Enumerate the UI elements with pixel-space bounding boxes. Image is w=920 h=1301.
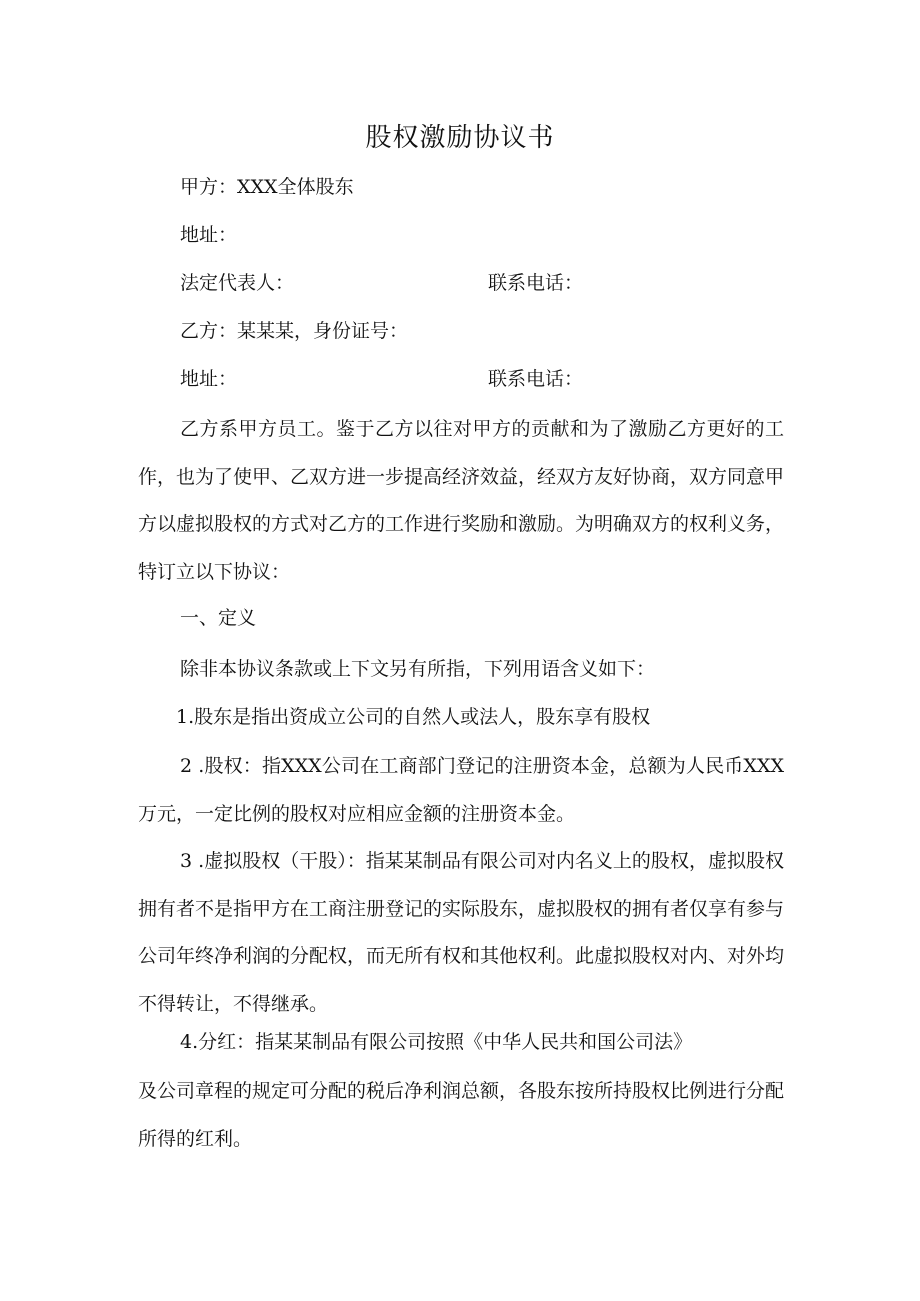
definition-item-1: 1.股东是指出资成立公司的自然人或法人，股东享有股权 <box>176 706 651 728</box>
section-1-heading: 一、定义 <box>180 607 257 629</box>
document-title: 股权激励协议书 <box>365 123 555 153</box>
party-a-line: 甲方：XXX全体股东 <box>180 176 354 198</box>
definition-item-4-first-line: 4.分红：指某某制品有限公司按照《中华人民共和国公司法》 <box>180 1031 693 1053</box>
party-a-address-label: 地址： <box>180 224 238 246</box>
section-1-intro: 除非本协议条款或上下文另有所指，下列用语含义如下： <box>180 658 656 680</box>
definition-item-2: 2 .股权：指XXX公司在工商部门登记的注册资本金，总额为人民币XXX万元，一定比例的股权对应相应金额的注册资本金。 <box>138 755 784 825</box>
party-b-line: 乙方：某某某，身份证号： <box>180 320 409 342</box>
party-a-legal-rep-label: 法定代表人： <box>180 272 295 294</box>
party-b-phone-label: 联系电话： <box>488 368 584 390</box>
preamble-paragraph: 乙方系甲方员工。鉴于乙方以往对甲方的贡献和为了激励乙方更好的工作，也为了使甲、乙双方进一步提高经济效益，经双方友好协商，双方同意甲方以虚拟股权的方式对乙方的工作进行奖励和激励。为明确双方的权利义务，特订立以下协议： <box>138 418 785 583</box>
definition-item-3: 3 .虚拟股权（干股）：指某某制品有限公司对内名义上的股权，虚拟股权拥有者不是指甲方在工商注册登记的实际股东，虚拟股权的拥有者仅享有参与公司年终净利润的分配权，而无所有权和其他权利。此虚拟股权对内、对外均不得转让，不得继承。 <box>138 850 785 1015</box>
party-b-address-label: 地址： <box>180 368 238 390</box>
definition-item-4-continuation: 及公司章程的规定可分配的税后净利润总额，各股东按所持股权比例进行分配所得的红利。 <box>138 1080 785 1150</box>
party-a-phone-label: 联系电话： <box>488 272 584 294</box>
